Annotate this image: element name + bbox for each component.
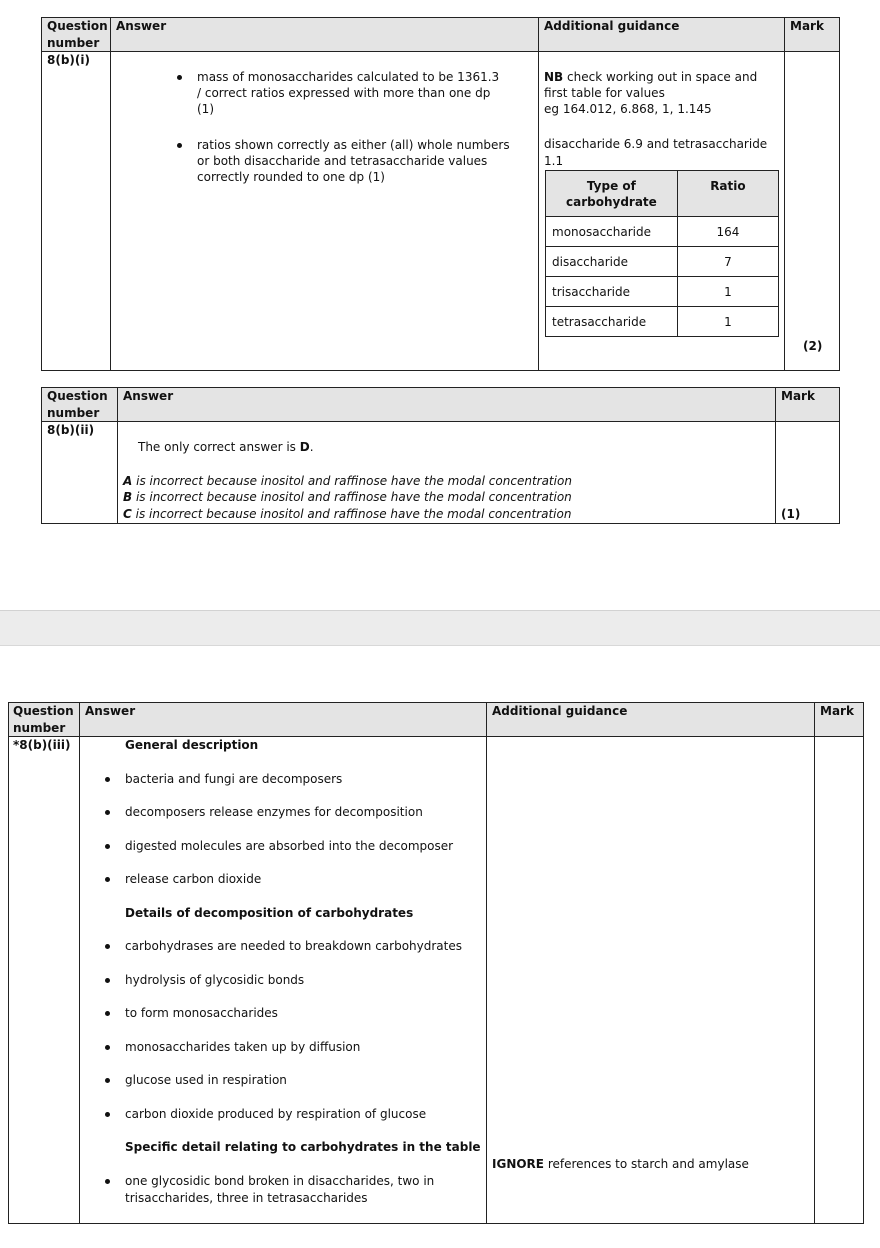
question-number: *8(b)(iii) (13, 738, 71, 752)
answer-bullet: glucose used in respiration (125, 1073, 287, 1087)
header-question-number: Question number (47, 19, 108, 50)
answer-bullet: carbohydrases are needed to breakdown carbohydrates (125, 939, 463, 953)
answer-bullet: digested molecules are absorbed into the decomposer (125, 839, 454, 853)
table-row: tetrasaccharide 1 (546, 307, 779, 337)
bullet-icon (105, 877, 110, 882)
guidance-text: IGNORE references to starch and amylase (492, 1157, 749, 1171)
header-answer: Answer (116, 19, 167, 33)
bullet-icon (105, 1078, 110, 1083)
bullet-icon (105, 1112, 110, 1117)
header-mark: Mark (790, 19, 824, 33)
answer-bullet: mass of monosaccharides calculated to be 1361.3 / correct ratios expressed with more than one dp (1) (197, 70, 500, 116)
guidance-text: disaccharide 6.9 and tetrasaccharide 1.1 (544, 137, 768, 168)
answer-bullet: ratios shown correctly as either (all) whole numbers or both disaccharide and tetrasaccharide values correctly rounded to one dp (1) (197, 138, 510, 184)
bullet-icon (105, 944, 110, 949)
header-question-number: Question number (13, 704, 74, 735)
bullet-icon (105, 1011, 110, 1016)
incorrect-explanation: B is incorrect because inositol and raffinose have the modal concentration (123, 490, 572, 504)
page-separator (0, 610, 880, 646)
answer-bullet: monosaccharides taken up by diffusion (125, 1040, 361, 1054)
bullet-icon (105, 810, 110, 815)
mark-value: (1) (781, 507, 801, 521)
incorrect-explanation: C is incorrect because inositol and raffinose have the modal concentration (123, 507, 572, 521)
header-answer: Answer (85, 704, 136, 718)
answer-bullet: bacteria and fungi are decomposers (125, 772, 343, 786)
bullet-icon (177, 143, 182, 148)
table-header-row (9, 703, 863, 737)
section-heading: Details of decomposition of carbohydrates (125, 906, 414, 920)
table-row: trisaccharide 1 (546, 277, 779, 307)
question-number: 8(b)(i) (47, 53, 90, 67)
bullet-icon (105, 777, 110, 782)
ratio-table-header-ratio: Ratio (677, 171, 778, 217)
ratio-table (545, 170, 779, 337)
answer-bullet: release carbon dioxide (125, 872, 262, 886)
bullet-icon (105, 978, 110, 983)
header-additional-guidance: Additional guidance (544, 19, 680, 33)
bullet-icon (105, 844, 110, 849)
answer-bullet: hydrolysis of glycosidic bonds (125, 973, 305, 987)
header-question-number: Question number (47, 389, 108, 420)
question-number: 8(b)(ii) (47, 423, 95, 437)
correct-answer-text: The only correct answer is D. (138, 440, 314, 454)
answer-bullet: to form monosaccharides (125, 1006, 278, 1020)
header-mark: Mark (820, 704, 854, 718)
header-answer: Answer (123, 389, 174, 403)
header-additional-guidance: Additional guidance (492, 704, 628, 718)
section-heading: Specific detail relating to carbohydrates in the table (125, 1140, 481, 1154)
answer-bullet: decomposers release enzymes for decomposition (125, 805, 423, 819)
incorrect-explanation: A is incorrect because inositol and raffinose have the modal concentration (123, 474, 572, 488)
guidance-text: NB check working out in space and first table for values eg 164.012, 6.868, 1, 1.145 (544, 70, 758, 116)
table-row: monosaccharide 164 (546, 217, 779, 247)
bullet-icon (177, 75, 182, 80)
section-heading: General description (125, 738, 259, 752)
bullet-icon (105, 1045, 110, 1050)
table-row: disaccharide 7 (546, 247, 779, 277)
answer-bullet: one glycosidic bond broken in disaccharides, two in trisaccharides, three in tetrasaccharides (125, 1174, 435, 1205)
mark-value: (2) (803, 339, 823, 353)
ratio-table-header-type: Type of carbohydrate (546, 171, 678, 217)
answer-bullet: carbon dioxide produced by respiration of glucose (125, 1107, 427, 1121)
bullet-icon (105, 1179, 110, 1184)
header-mark: Mark (781, 389, 815, 403)
